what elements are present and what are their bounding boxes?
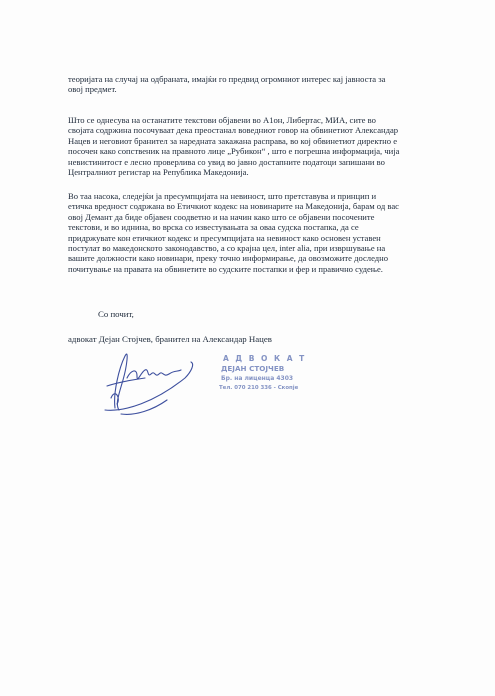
paragraph-line: теоријата на случај на одбраната, имајќи го предвид огромниот интерес кај јавноста за bbox=[68, 74, 386, 84]
paragraph-line: етичка вредност содржана во Етичкиот кодекс на новинарите на Македонија, барам од вас bbox=[68, 201, 399, 212]
paragraph-line: овој предмет. bbox=[68, 84, 117, 95]
paragraph-line: овој Демант да биде објавен соодветно и на начин како што се објавени посочените bbox=[68, 211, 375, 222]
paragraph-3 bbox=[68, 191, 456, 274]
paragraph-line: Што се однесува на останатите текстови објавени во А1он, Либертас, МИА, сите во bbox=[68, 115, 376, 125]
paragraph-line: невистинитост е лесно проверлива со увид во јавно достапните податоци запишани во bbox=[68, 156, 385, 167]
svg-text:ДЕЈАН СТОЈЧЕВ: ДЕЈАН СТОЈЧЕВ bbox=[221, 364, 285, 373]
paragraph-line: Во таа насока, следејќи ја пресумпцијата на невиност, што претставува и принцип и bbox=[68, 191, 377, 201]
paragraph-1 bbox=[68, 74, 456, 95]
paragraph-line: придржувате кон етичкиот кодекс и пресумпцијата на невиност како основен уставен bbox=[68, 232, 381, 243]
paragraph-line: почитување на правата на обвинетите во судските постапки и фер и правично судење. bbox=[68, 263, 383, 274]
paragraph-2 bbox=[68, 115, 456, 177]
paragraph-line: посочен како сопственик на правното лице „Рубикон“ , што е погрешна информација, чија bbox=[68, 146, 400, 157]
signature-line: адвокат Дејан Стојчев, бранител на Александар Нацев bbox=[68, 334, 272, 344]
handwritten-signature bbox=[85, 338, 205, 418]
closing-salutation: Со почит, bbox=[98, 309, 134, 319]
paragraph-line: Централниот регистар на Република Македонија. bbox=[68, 167, 249, 178]
svg-text:А Д В О К А Т: А Д В О К А Т bbox=[223, 354, 307, 363]
lawyer-stamp bbox=[215, 352, 315, 402]
paragraph-line: текстови, и во иднина, во врска со известувањата за оваа судска постапка, да се bbox=[68, 222, 359, 233]
svg-text:Тел. 070 210 336 - Скопје: Тел. 070 210 336 - Скопје bbox=[219, 385, 299, 391]
svg-text:Бр. на лиценца 4303: Бр. на лиценца 4303 bbox=[221, 375, 294, 382]
paragraph-line: својата содржина посочуваат дека преостанал воведниот говор на обвинетиот Александар bbox=[68, 125, 399, 136]
paragraph-line: Нацев и неговиот бранител за наредната закажана расправа, во кој обвинетиот директно е bbox=[68, 135, 398, 146]
paragraph-line: постулат во македонското законодавство, а со крајна цел, inter alia, при извршување на bbox=[68, 243, 386, 254]
paragraph-line: вашите должности како новинари, преку точно информирање, да овозможите доследно bbox=[68, 253, 389, 264]
